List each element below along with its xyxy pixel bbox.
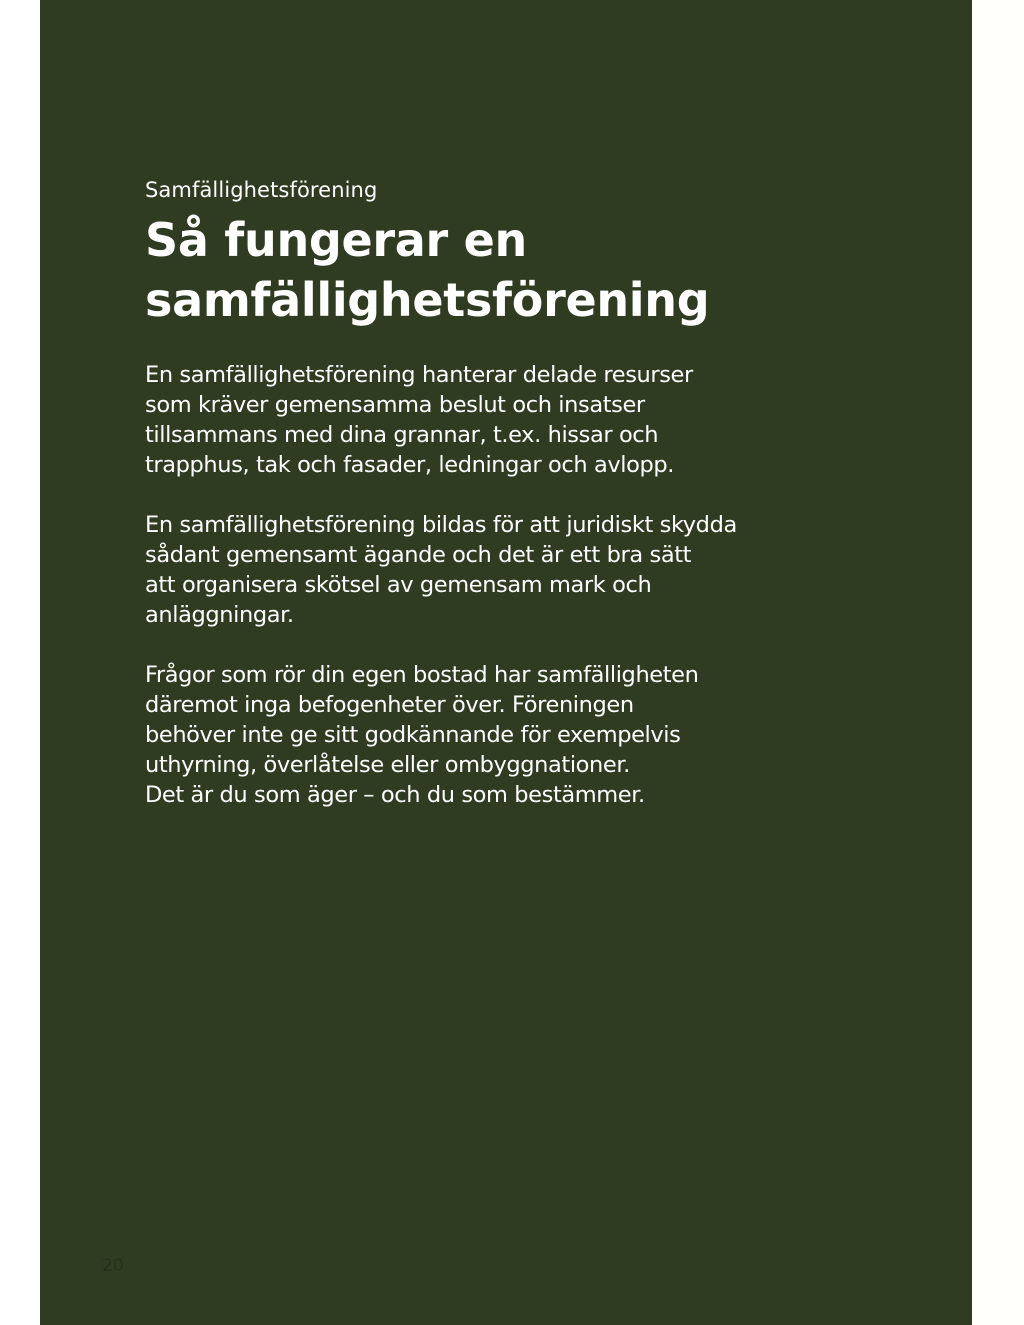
paragraph-line: En samfällighetsförening hanterar delade resurser	[145, 362, 693, 388]
paragraph-line: att organisera skötsel av gemensam mark och	[145, 572, 652, 598]
paragraph-line: En samfällighetsförening bildas för att juridiskt skydda	[145, 512, 737, 538]
paragraph-line: behöver inte ge sitt godkännande för exempelvis	[145, 722, 681, 748]
title-line: Så fungerar en	[145, 213, 527, 267]
paragraph-2	[145, 510, 805, 630]
paragraph-line: Frågor som rör din egen bostad har samfälligheten	[145, 662, 699, 688]
page-title	[145, 210, 805, 330]
paragraph-line: sådant gemensamt ägande och det är ett bra sätt	[145, 542, 692, 568]
section-kicker: Samfällighetsförening	[145, 178, 378, 202]
paragraph-line: Det är du som äger – och du som bestämmer.	[145, 782, 645, 808]
paragraph-line: däremot inga befogenheter över. Föreningen	[145, 692, 634, 718]
paragraph-line: uthyrning, överlåtelse eller ombyggnationer.	[145, 752, 630, 778]
paragraph-line: anläggningar.	[145, 602, 294, 628]
page-background	[40, 0, 972, 1325]
paragraph-line: trapphus, tak och fasader, ledningar och avlopp.	[145, 452, 675, 478]
paragraph-1	[145, 360, 805, 480]
article	[145, 178, 805, 840]
page-number: 20	[102, 1256, 124, 1276]
title-line: samfällighetsförening	[145, 273, 710, 327]
paragraph-line: tillsammans med dina grannar, t.ex. hissar och	[145, 422, 659, 448]
paragraph-line: som kräver gemensamma beslut och insatser	[145, 392, 645, 418]
page-margin	[972, 0, 1024, 1325]
paragraph-3	[145, 660, 805, 810]
